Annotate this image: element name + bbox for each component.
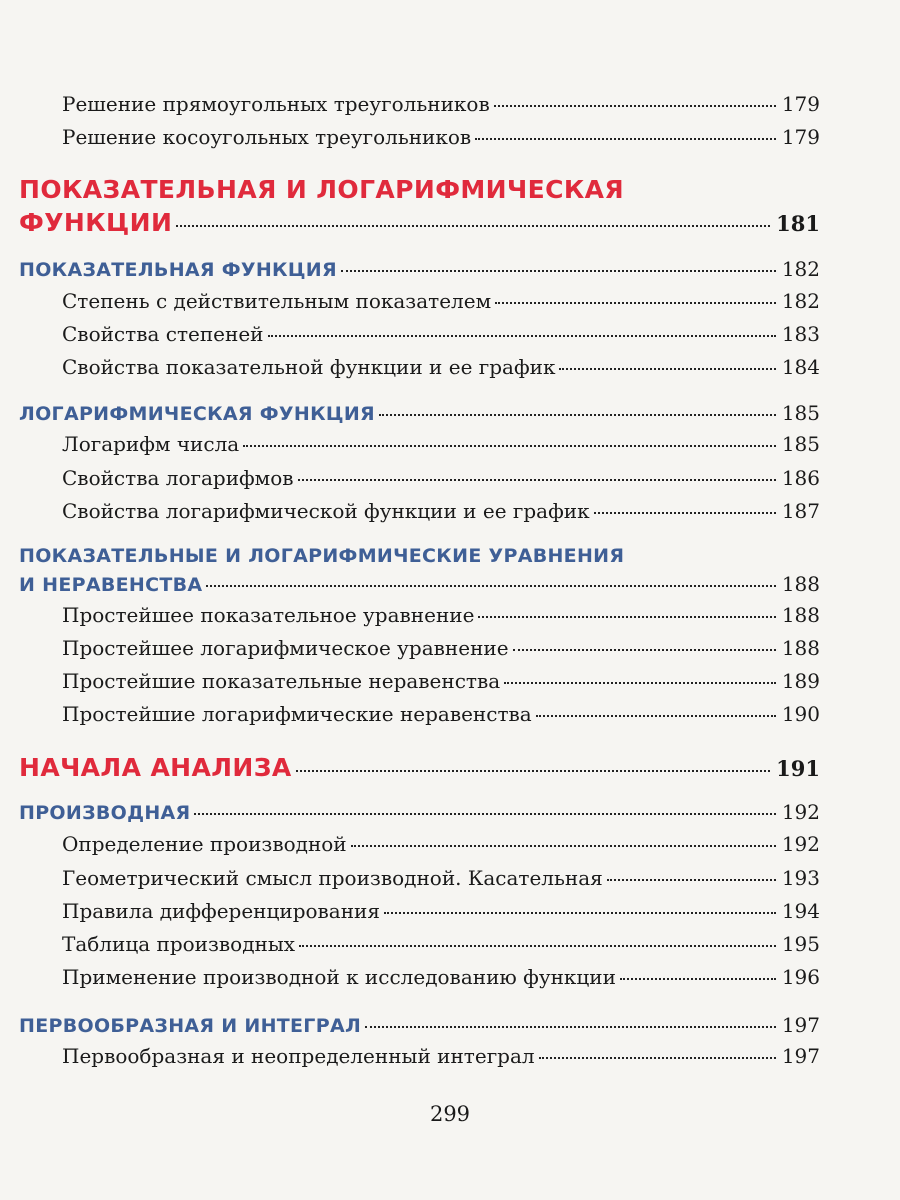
dot-leader bbox=[176, 225, 770, 227]
section-heading bbox=[19, 572, 820, 596]
dot-leader bbox=[620, 978, 776, 980]
toc-entry-title: Логарифм числа bbox=[62, 432, 240, 456]
chapter-title-line2: ФУНКЦИИ bbox=[19, 208, 173, 237]
toc-entry bbox=[62, 1044, 820, 1068]
toc-entry bbox=[62, 432, 820, 456]
toc-entry-title: Определение производной bbox=[62, 832, 347, 856]
toc-entry bbox=[62, 866, 820, 890]
dot-leader bbox=[384, 912, 776, 914]
toc-entry-page: 184 bbox=[781, 355, 820, 379]
toc-entry-page: 194 bbox=[781, 899, 820, 923]
toc-entry-page: 179 bbox=[781, 125, 820, 149]
section-heading bbox=[19, 800, 820, 824]
toc-entry-page: 189 bbox=[781, 669, 820, 693]
section-title: ПРОИЗВОДНАЯ bbox=[19, 802, 191, 824]
toc-entry-page: 196 bbox=[781, 965, 820, 989]
toc-entry bbox=[62, 669, 820, 693]
toc-entry-title: Применение производной к исследованию функции bbox=[62, 965, 616, 989]
toc-entry-page: 183 bbox=[781, 322, 820, 346]
dot-leader bbox=[607, 879, 776, 881]
toc-entry-page: 195 bbox=[781, 932, 820, 956]
toc-entry-title: Степень с действительным показателем bbox=[62, 289, 492, 313]
toc-entry-title: Простейшие показательные неравенства bbox=[62, 669, 501, 693]
toc-entry-title: Простейшее показательное уравнение bbox=[62, 603, 475, 627]
toc-entry-title: Свойства показательной функции и ее график bbox=[62, 355, 556, 379]
dot-leader bbox=[296, 770, 771, 772]
dot-leader bbox=[504, 682, 776, 684]
section-page: 192 bbox=[781, 800, 820, 824]
dot-leader bbox=[539, 1057, 776, 1059]
toc-entry-page: 179 bbox=[781, 92, 820, 116]
toc-entry bbox=[62, 125, 820, 149]
chapter-title: НАЧАЛА АНАЛИЗА bbox=[19, 753, 292, 782]
toc-entry-page: 185 bbox=[781, 432, 820, 456]
section-title: ЛОГАРИФМИЧЕСКАЯ ФУНКЦИЯ bbox=[19, 403, 375, 425]
toc-entry bbox=[62, 322, 820, 346]
toc-entry bbox=[62, 702, 820, 726]
page-number: 299 bbox=[429, 1102, 471, 1126]
toc-entry bbox=[62, 832, 820, 856]
toc-entry bbox=[62, 499, 820, 523]
toc-entry-page: 197 bbox=[781, 1044, 820, 1068]
dot-leader bbox=[206, 585, 775, 587]
dot-leader bbox=[268, 335, 776, 337]
section-page: 197 bbox=[781, 1013, 820, 1037]
dot-leader bbox=[494, 105, 776, 107]
toc-entry-page: 192 bbox=[781, 832, 820, 856]
toc-entry-title: Простейшее логарифмическое уравнение bbox=[62, 636, 509, 660]
section-page: 185 bbox=[781, 401, 820, 425]
toc-entry bbox=[62, 932, 820, 956]
dot-leader bbox=[365, 1026, 776, 1028]
dot-leader bbox=[559, 368, 775, 370]
toc-entry-page: 182 bbox=[781, 289, 820, 313]
dot-leader bbox=[379, 414, 776, 416]
toc-entry-title: Правила дифференцирования bbox=[62, 899, 380, 923]
toc-entry-title: Геометрический смысл производной. Касательная bbox=[62, 866, 603, 890]
section-heading bbox=[19, 257, 820, 281]
toc-entry-title: Первообразная и неопределенный интеграл bbox=[62, 1044, 535, 1068]
section-page: 182 bbox=[781, 257, 820, 281]
chapter-page: 181 bbox=[776, 211, 820, 236]
section-title: ПЕРВООБРАЗНАЯ И ИНТЕГРАЛ bbox=[19, 1015, 362, 1037]
toc-entry-title: Таблица производных bbox=[62, 932, 296, 956]
dot-leader bbox=[478, 616, 775, 618]
toc-entry bbox=[62, 636, 820, 660]
toc-entry-page: 193 bbox=[781, 866, 820, 890]
section-heading bbox=[19, 401, 820, 425]
dot-leader bbox=[194, 813, 775, 815]
chapter-page: 191 bbox=[776, 756, 820, 781]
chapter-heading bbox=[19, 208, 820, 237]
section-page: 188 bbox=[781, 572, 820, 596]
toc-entry-page: 188 bbox=[781, 603, 820, 627]
dot-leader bbox=[299, 945, 776, 947]
dot-leader bbox=[594, 512, 776, 514]
section-heading bbox=[19, 1013, 820, 1037]
section-title: ПОКАЗАТЕЛЬНАЯ ФУНКЦИЯ bbox=[19, 259, 337, 281]
chapter-title-line1: ПОКАЗАТЕЛЬНАЯ И ЛОГАРИФМИЧЕСКАЯ bbox=[19, 175, 625, 204]
dot-leader bbox=[475, 138, 776, 140]
toc-entry-page: 186 bbox=[781, 466, 820, 490]
toc-entry bbox=[62, 289, 820, 313]
toc-entry-page: 187 bbox=[781, 499, 820, 523]
dot-leader bbox=[351, 845, 776, 847]
toc-entry-page: 188 bbox=[781, 636, 820, 660]
dot-leader bbox=[243, 445, 776, 447]
toc-entry-title: Свойства логарифмов bbox=[62, 466, 294, 490]
dot-leader bbox=[341, 270, 776, 272]
toc-entry-page: 190 bbox=[781, 702, 820, 726]
dot-leader bbox=[495, 302, 776, 304]
dot-leader bbox=[513, 649, 776, 651]
toc-entry bbox=[62, 92, 820, 116]
toc-entry-title: Решение косоугольных треугольников bbox=[62, 125, 472, 149]
dot-leader bbox=[536, 715, 776, 717]
dot-leader bbox=[298, 479, 776, 481]
section-title-line2: И НЕРАВЕНСТВА bbox=[19, 574, 203, 596]
section-title-line1: ПОКАЗАТЕЛЬНЫЕ И ЛОГАРИФМИЧЕСКИЕ УРАВНЕНИЯ bbox=[19, 545, 625, 567]
toc-entry bbox=[62, 466, 820, 490]
toc-entry-title: Простейшие логарифмические неравенства bbox=[62, 702, 532, 726]
toc-entry bbox=[62, 965, 820, 989]
toc-entry-title: Свойства логарифмической функции и ее график bbox=[62, 499, 590, 523]
chapter-heading bbox=[19, 753, 820, 782]
toc-entry bbox=[62, 603, 820, 627]
toc-entry bbox=[62, 899, 820, 923]
toc-entry-title: Свойства степеней bbox=[62, 322, 264, 346]
toc-entry bbox=[62, 355, 820, 379]
toc-entry-title: Решение прямоугольных треугольников bbox=[62, 92, 490, 116]
